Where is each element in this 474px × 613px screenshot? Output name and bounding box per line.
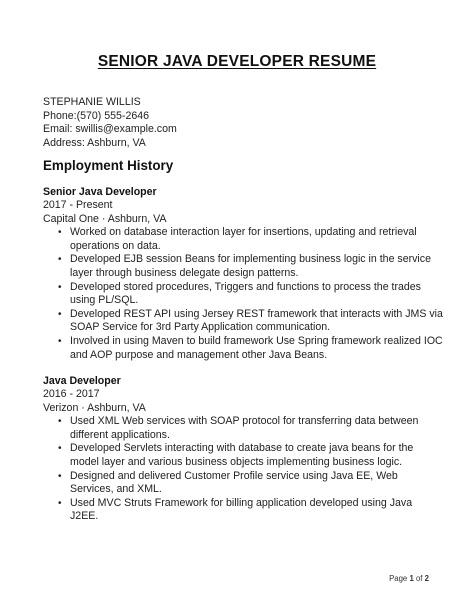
bullet-text: Involved in using Maven to build framework Use Spring framework realized IOC and AOP purpose and management other Java Beans. xyxy=(70,334,443,361)
footer-page-word: Page xyxy=(389,574,408,583)
contact-address: Address: Ashburn, VA xyxy=(43,136,146,149)
bullet-icon: • xyxy=(58,335,62,347)
footer-of-word: of xyxy=(415,574,423,583)
job-entry xyxy=(43,185,443,362)
bullet-icon: • xyxy=(58,281,62,293)
job-title: Senior Java Developer xyxy=(43,186,157,198)
bullet-text: Used MVC Struts Framework for billing application developed using Java J2EE. xyxy=(70,496,413,523)
job-dates: 2017 - Present xyxy=(43,199,113,211)
bullet-icon: • xyxy=(58,443,62,455)
list-item xyxy=(43,226,443,253)
contact-email: Email: swillis@example.com xyxy=(43,123,177,136)
list-item xyxy=(43,497,443,524)
bullet-icon: • xyxy=(58,470,62,482)
list-item xyxy=(43,415,443,442)
contact-block xyxy=(43,96,177,150)
footer-current-page: 1 xyxy=(409,574,414,583)
job-entry xyxy=(43,374,443,524)
list-item xyxy=(43,335,443,362)
bullet-text: Used XML Web services with SOAP protocol for transferring data between different applications. xyxy=(70,415,419,441)
job-bullet-list xyxy=(43,415,443,524)
job-employer: Capital One · Ashburn, VA xyxy=(43,212,167,225)
bullet-text: Developed stored procedures, Triggers and functions to process the trades using PL/SQL. xyxy=(70,280,421,307)
bullet-text: Developed Servlets interacting with database to create java beans for the model layer and various business objects implementing business logic. xyxy=(70,442,414,468)
bullet-text: Worked on database interaction layer for insertions, updating and retrieval operations on data. xyxy=(70,226,417,252)
bullet-icon: • xyxy=(58,497,62,509)
job-employer: Verizon · Ashburn, VA xyxy=(43,401,146,414)
document-title: SENIOR JAVA DEVELOPER RESUME xyxy=(97,53,377,70)
bullet-text: Designed and delivered Customer Profile service using Java EE, Web Services, and XML. xyxy=(70,469,398,496)
job-title: Java Developer xyxy=(43,375,121,387)
bullet-icon: • xyxy=(58,416,62,428)
footer-total-pages: 2 xyxy=(424,574,429,583)
bullet-icon: • xyxy=(58,227,62,239)
section-heading-employment: Employment History xyxy=(43,158,174,173)
bullet-icon: • xyxy=(58,308,62,320)
bullet-text: Developed EJB session Beans for implementing business logic in the service layer through business delegate design patterns. xyxy=(70,253,431,279)
page-number-footer xyxy=(389,574,429,583)
list-item xyxy=(43,253,443,280)
contact-name: STEPHANIE WILLIS xyxy=(43,96,141,108)
list-item xyxy=(43,442,443,469)
bullet-icon: • xyxy=(58,254,62,266)
list-item xyxy=(43,281,443,308)
list-item xyxy=(43,470,443,497)
contact-phone: Phone:(570) 555-2646 xyxy=(43,109,150,122)
bullet-text: Developed REST API using Jersey REST framework that interacts with JMS via SOAP Service for 3rd Party Application communication. xyxy=(70,307,443,334)
list-item xyxy=(43,308,443,335)
job-bullet-list xyxy=(43,226,443,362)
job-dates: 2016 - 2017 xyxy=(43,388,100,400)
